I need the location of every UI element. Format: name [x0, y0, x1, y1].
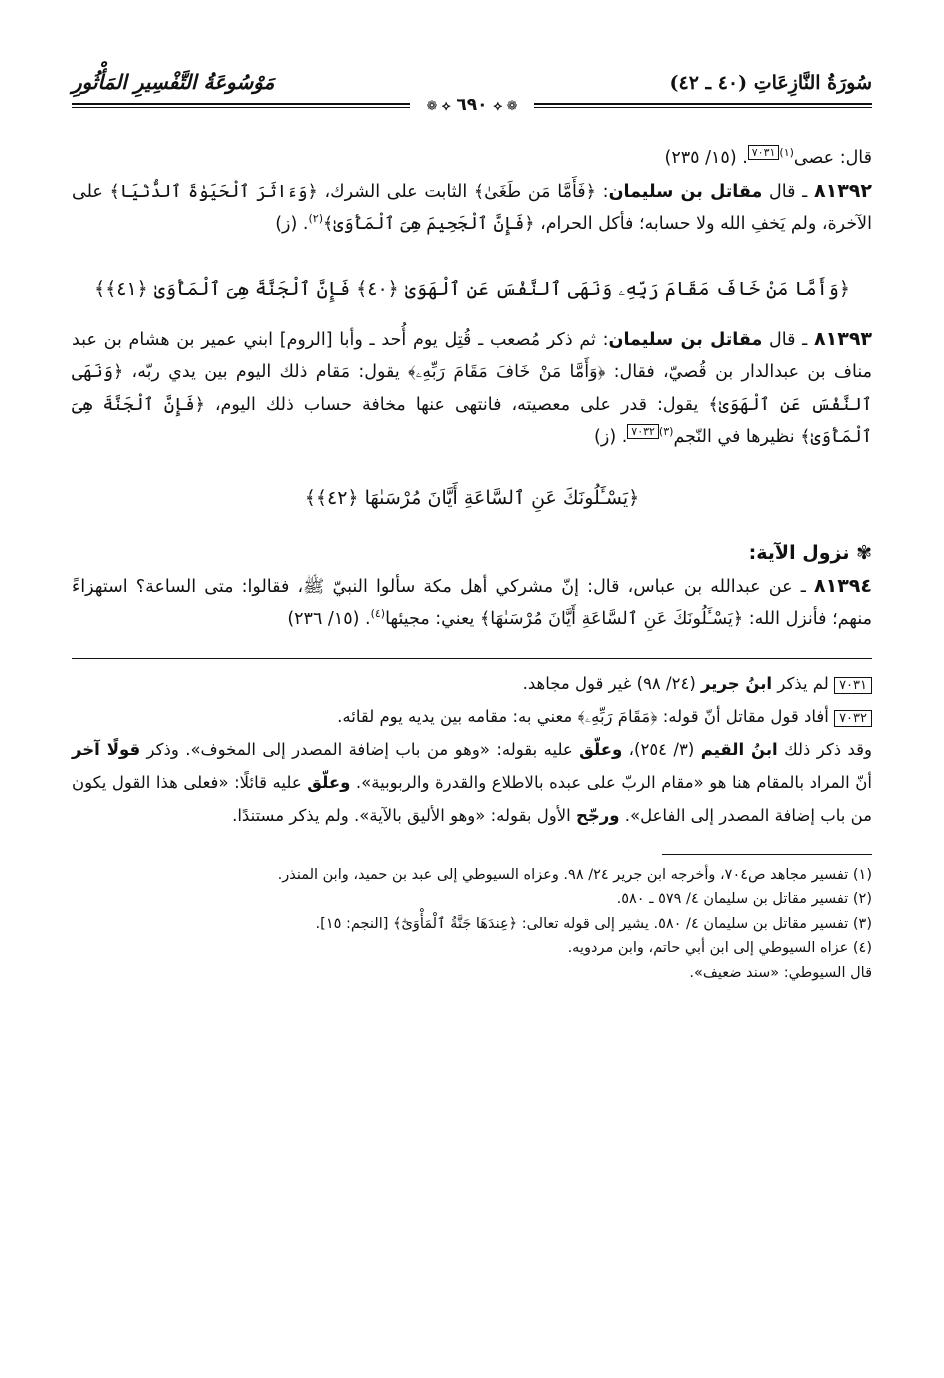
commentary-note-7032: ٧٠٣٢ أفاد قول مقاتل أنّ قوله: ﴿مَقَامَ رَبِّهِۦ﴾ معني به: مقامه بين يديه يوم لقائه.: [72, 700, 872, 733]
ornament-icon: ❁ ⟡: [493, 99, 518, 114]
note-ref[interactable]: ٧٠٣١: [748, 145, 780, 160]
footnote-marker[interactable]: (٤): [370, 607, 386, 621]
section-heading: [72, 536, 872, 570]
narrator: مقاتل بن سليمان: [608, 329, 763, 350]
footnote: (١) تفسير مجاهد ص٧٠٤، وأخرجه ابن جرير ٢٤/ ٩٨. وعزاه السيوطي إلى عبد بن حميد، وابن المنذر.: [277, 866, 872, 883]
footnote-marker[interactable]: (٢): [308, 212, 323, 226]
footnote-marker[interactable]: (٣): [658, 425, 674, 439]
ayah-42: ﴿يَسْـَٔلُونَكَ عَنِ ٱلسَّاعَةِ أَيَّانَ مُرْسَىٰهَا ﴿٤٢﴾﴾: [304, 486, 640, 509]
note-number: ٧٠٣١: [834, 677, 872, 694]
footnote: (٣) تفسير مقاتل بن سليمان ٤/ ٥٨٠. يشير إلى قوله تعالى: ﴿عِندَهَا جَنَّةُ ٱلْمَأْوَىٰٓ﴾ [النجم: ١٥].: [315, 915, 872, 932]
narration-81392: ٨١٣٩٢ ـ قال مقاتل بن سليمان: ﴿فَأَمَّا مَن طَغَىٰ﴾ الثابت على الشرك، ﴿وَءَاثَرَ ٱلْحَيَوٰةَ ٱلدُّنْيَا﴾ على الآخرة، ولم يَخفِ الله ولا حسابه؛ فأكل الحرام، ﴿فَإِنَّ ٱلْجَحِيمَ هِىَ ٱلْمَأْوَىٰ﴾$^{(٢)}$. (ز): [72, 179, 872, 234]
footnote-marker[interactable]: (١): [779, 146, 794, 160]
footnote: قال السيوطي: «سند ضعيف».: [689, 964, 872, 981]
quran-quote: ﴿يَسْـَٔلُونَكَ عَنِ ٱلسَّاعَةِ أَيَّانَ مُرْسَىٰهَا﴾: [479, 609, 744, 629]
quran-quote: ﴿وَءَاثَرَ ٱلْحَيَوٰةَ ٱلدُّنْيَا﴾: [109, 181, 318, 202]
note-ref[interactable]: ٧٠٣٢: [627, 424, 659, 439]
quran-quote: ﴿مَقَامَ رَبِّهِۦ﴾: [577, 706, 658, 726]
surah-title: سُورَةُ النَّازِعَاتِ (٤٠ ـ ٤٢): [669, 72, 872, 94]
note-number: ٧٠٣٢: [834, 710, 872, 727]
narration-81394: ٨١٣٩٤ ـ عن عبدالله بن عباس، قال: إنّ مشركي أهل مكة سألوا النبيّ ﷺ، فقالوا: متى الساعة؟ استهزاءً منهم؛ فأنزل الله: ﴿يَسْـَٔلُونَكَ عَنِ ٱلسَّاعَةِ أَيَّانَ مُرْسَىٰهَا﴾ يعني: مجيئها$^{(٤)}$. (١٥/ ٢٣٦): [72, 574, 872, 629]
narration-number: ٨١٣٩٣: [814, 327, 873, 350]
book-title: مَوْسُوعَةُ التَّفْسِيرِ المَأْثُورِ: [72, 70, 275, 94]
page-number: [410, 92, 534, 118]
footnote: (٤) عزاه السيوطي إلى ابن أبي حاتم، وابن مردويه.: [567, 940, 872, 956]
commentary-note-7031: ٧٠٣١ لم يذكر ابنُ جرير (٢٤/ ٩٨) غير قول مجاهد.: [72, 667, 872, 700]
footnote: (٢) تفسير مقاتل بن سليمان ٤/ ٥٧٩ ـ ٥٨٠.: [616, 891, 872, 907]
quran-quote: ﴿فَإِنَّ ٱلْجَنَّةَ هِىَ ٱلْمَأْوَىٰ﴾: [72, 394, 872, 447]
page-number-text: ٦٩٠: [456, 95, 488, 115]
narration-number: ٨١٣٩٢: [814, 179, 872, 202]
flower-icon: ✾: [856, 541, 872, 564]
continuation-line: قال: عصى$^{(١)}$٧٠٣١. (١٥/ ٢٣٥): [664, 146, 872, 168]
commentary-note-continued: وقد ذكر ذلك ابنُ القيم (٣/ ٢٥٤)، وعلّق عليه بقوله: «وهو من باب إضافة المصدر إلى المخوف». وذكر قولًا آخر أنّ المراد بالمقام هنا هو «مقام الربّ على عبده بالاطلاع والقدرة والربوبية». وعلّق عليه قائلًا: «فعلى هذا القول يكون من باب إضافة المصدر إلى الفاعل». ورجّح الأول بقوله: «وهو الأليق بالآية». ولم يذكر مستندًا.: [72, 739, 873, 825]
narration-81393: ٨١٣٩٣ ـ قال مقاتل بن سليمان: ثم ذكر مُصعب ـ قُتِل يوم أُحد ـ وأبا [الروم] ابني عمير بن هشام بن عبد مناف بن عبدالدار بن قُصيّ، فقال: ﴿وَأَمَّا مَنْ خَافَ مَقَامَ رَبِّهِۦ﴾ يقول: مَقام ذلك اليوم بين يدي ربّه، ﴿وَنَهَى ٱلنَّفْسَ عَنِ ٱلْهَوَىٰ﴾ يقول: قدر على معصيته، فانتهى عنها مخافة حساب ذلك اليوم، ﴿فَإِنَّ ٱلْجَنَّةَ هِىَ ٱلْمَأْوَىٰ﴾ نظيرها في النّجم$^{(٣)}$٧٠٣٢. (ز): [72, 327, 873, 447]
section-heading-text: نزول الآية:: [748, 541, 850, 564]
ayah-40-41: ﴿وَأَمَّا مَنْ خَافَ مَقَامَ رَبِّهِۦ وَنَهَى ٱلنَّفْسَ عَنِ ٱلْهَوَىٰ ﴿٤٠﴾ فَإِنَّ ٱلْجَنَّةَ هِىَ ٱلْمَأْوَىٰ ﴿٤١﴾﴾: [93, 277, 851, 300]
ornament-icon: ⟡ ❁: [426, 99, 451, 114]
narrator: مقاتل بن سليمان: [608, 181, 763, 202]
quran-quote: ﴿وَأَمَّا مَنْ خَافَ مَقَامَ رَبِّهِۦ﴾: [408, 362, 606, 382]
main-text: [72, 142, 872, 985]
quran-quote: ﴿وَنَهَى ٱلنَّفْسَ عَنِ ٱلْهَوَىٰ﴾: [72, 362, 872, 415]
quran-quote: ﴿فَإِنَّ ٱلْجَحِيمَ هِىَ ٱلْمَأْوَىٰ﴾: [322, 214, 535, 234]
narration-number: ٨١٣٩٤: [814, 574, 872, 597]
quran-quote: ﴿فَأَمَّا مَن طَغَىٰ﴾: [473, 181, 596, 202]
